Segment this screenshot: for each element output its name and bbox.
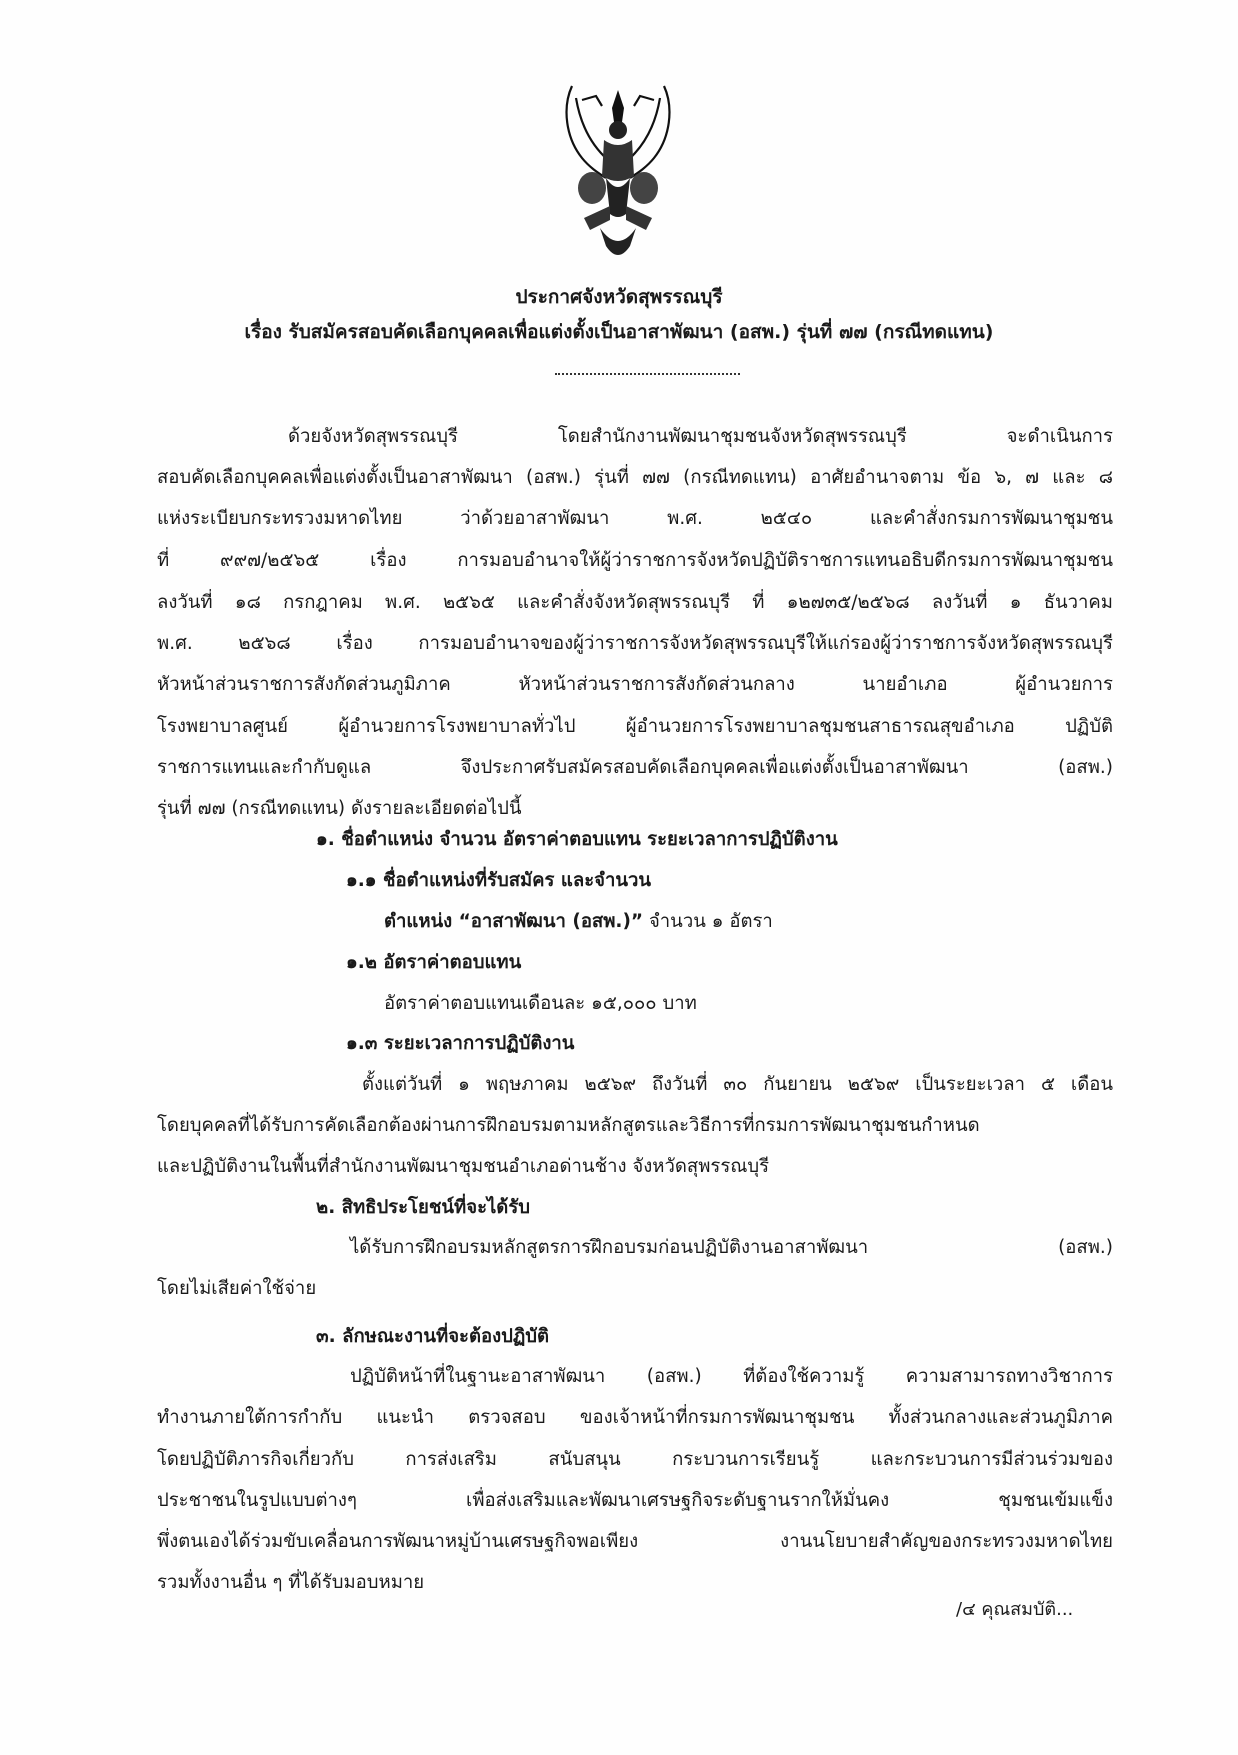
section-1-2-heading: ๑.๒ อัตราค่าตอบแทน: [346, 952, 522, 973]
intro-line: สอบคัดเลือกบุคคลเพื่อแต่งตั้งเป็นอาสาพัฒนา (อสพ.) รุ่นที่ ๗๗ (กรณีทดแทน) อาศัยอำนาจตาม ข้อ ๖, ๗ และ ๘: [157, 467, 1113, 488]
position-count: จำนวน ๑ อัตรา: [643, 911, 773, 932]
intro-line: รุ่นที่ ๗๗ (กรณีทดแทน) ดังรายละเอียดต่อไปนี้: [157, 798, 522, 819]
duty-line: ประชาชนในรูปแบบต่างๆ เพื่อส่งเสริมและพัฒนาเศรษฐกิจระดับฐานรากให้มั่นคง ชุมชนเข้มแข็ง: [157, 1490, 1113, 1511]
duty-line: ทำงานภายใต้การกำกับ แนะนำ ตรวจสอบ ของเจ้าหน้าที่กรมการพัฒนาชุมชน ทั้งส่วนกลางและส่วนภูมิภาค: [157, 1407, 1113, 1428]
intro-line: แห่งระเบียบกระทรวงมหาดไทย ว่าด้วยอาสาพัฒนา พ.ศ. ๒๕๔๐ และคำสั่งกรมการพัฒนาชุมชน: [157, 508, 1113, 529]
position-name: ตำแหน่ง “อาสาพัฒนา (อสพ.)”: [384, 911, 644, 932]
period-line: และปฏิบัติงานในพื้นที่สำนักงานพัฒนาชุมชนอำเภอด่านช้าง จังหวัดสุพรรณบุรี: [157, 1156, 770, 1177]
benefit-line: ได้รับการฝึกอบรมหลักสูตรการฝึกอบรมก่อนปฏิบัติงานอาสาพัฒนา (อสพ.): [350, 1237, 1113, 1258]
continuation-footer: /๔ คุณสมบัติ...: [956, 1599, 1074, 1620]
duty-line: โดยปฏิบัติภารกิจเกี่ยวกับ การส่งเสริม สนับสนุน กระบวนการเรียนรู้ และกระบวนการมีส่วนร่วมของ: [157, 1449, 1113, 1470]
section-3-heading: ๓. ลักษณะงานที่จะต้องปฏิบัติ: [316, 1326, 550, 1347]
section-1-1-heading: ๑.๑ ชื่อตำแหน่งที่รับสมัคร และจำนวน: [346, 870, 652, 891]
intro-line: ด้วยจังหวัดสุพรรณบุรี โดยสำนักงานพัฒนาชุมชนจังหวัดสุพรรณบุรี จะดำเนินการ: [288, 426, 1113, 447]
intro-line: พ.ศ. ๒๕๖๘ เรื่อง การมอบอำนาจของผู้ว่าราชการจังหวัดสุพรรณบุรีให้แก่รองผู้ว่าราชการจังหวัดสุพรรณบุรี: [157, 633, 1113, 654]
intro-line: ราชการแทนและกำกับดูแล จึงประกาศรับสมัครสอบคัดเลือกบุคคลเพื่อแต่งตั้งเป็นอาสาพัฒนา (อสพ.): [157, 757, 1113, 778]
intro-line: ที่ ๙๙๗/๒๕๖๕ เรื่อง การมอบอำนาจให้ผู้ว่าราชการจังหวัดปฏิบัติราชการแทนอธิบดีกรมการพัฒนาชุมชน: [157, 550, 1113, 571]
section-2-heading: ๒. สิทธิประโยชน์ที่จะได้รับ: [316, 1197, 531, 1218]
duty-line: พึ่งตนเองได้ร่วมขับเคลื่อนการพัฒนาหมู่บ้านเศรษฐกิจพอเพียง งานนโยบายสำคัญของกระทรวงมหาดไทย: [157, 1531, 1113, 1552]
compensation-text: อัตราค่าตอบแทนเดือนละ ๑๕,๐๐๐ บาท: [384, 993, 697, 1014]
period-line: ตั้งแต่วันที่ ๑ พฤษภาคม ๒๕๖๙ ถึงวันที่ ๓๐ กันยายน ๒๕๖๙ เป็นระยะเวลา ๕ เดือน: [362, 1074, 1113, 1095]
section-1-3-heading: ๑.๓ ระยะเวลาการปฏิบัติงาน: [346, 1033, 575, 1054]
separator-dots: [555, 373, 740, 375]
garuda-emblem-icon: [560, 78, 676, 264]
duty-line: ปฏิบัติหน้าที่ในฐานะอาสาพัฒนา (อสพ.) ที่ต้องใช้ความรู้ ความสามารถทางวิชาการ: [350, 1366, 1113, 1387]
duty-line: รวมทั้งงานอื่น ๆ ที่ได้รับมอบหมาย: [157, 1572, 425, 1593]
page-title: ประกาศจังหวัดสุพรรณบุรี: [515, 286, 723, 308]
section-1-heading: ๑. ชื่อตำแหน่ง จำนวน อัตราค่าตอบแทน ระยะเวลาการปฏิบัติงาน: [316, 829, 838, 850]
subject-line: เรื่อง รับสมัครสอบคัดเลือกบุคคลเพื่อแต่งตั้งเป็นอาสาพัฒนา (อสพ.) รุ่นที่ ๗๗ (กรณีทดแทน): [244, 321, 994, 343]
position-line: [384, 908, 773, 936]
intro-line: หัวหน้าส่วนราชการสังกัดส่วนภูมิภาค หัวหน้าส่วนราชการสังกัดส่วนกลาง นายอำเภอ ผู้อำนวยการ: [157, 674, 1113, 695]
intro-line: โรงพยาบาลศูนย์ ผู้อำนวยการโรงพยาบาลทั่วไป ผู้อำนวยการโรงพยาบาลชุมชนสาธารณสุขอำเภอ ปฏิบัติ: [157, 716, 1113, 737]
benefit-line: โดยไม่เสียค่าใช้จ่าย: [157, 1278, 317, 1299]
period-line: โดยบุคคลที่ได้รับการคัดเลือกต้องผ่านการฝึกอบรมตามหลักสูตรและวิธีการที่กรมการพัฒนาชุมชนกำหนด: [157, 1115, 980, 1136]
intro-line: ลงวันที่ ๑๘ กรกฎาคม พ.ศ. ๒๕๖๕ และคำสั่งจังหวัดสุพรรณบุรี ที่ ๑๒๗๓๕/๒๕๖๘ ลงวันที่ ๑ ธันวาคม: [157, 592, 1113, 613]
